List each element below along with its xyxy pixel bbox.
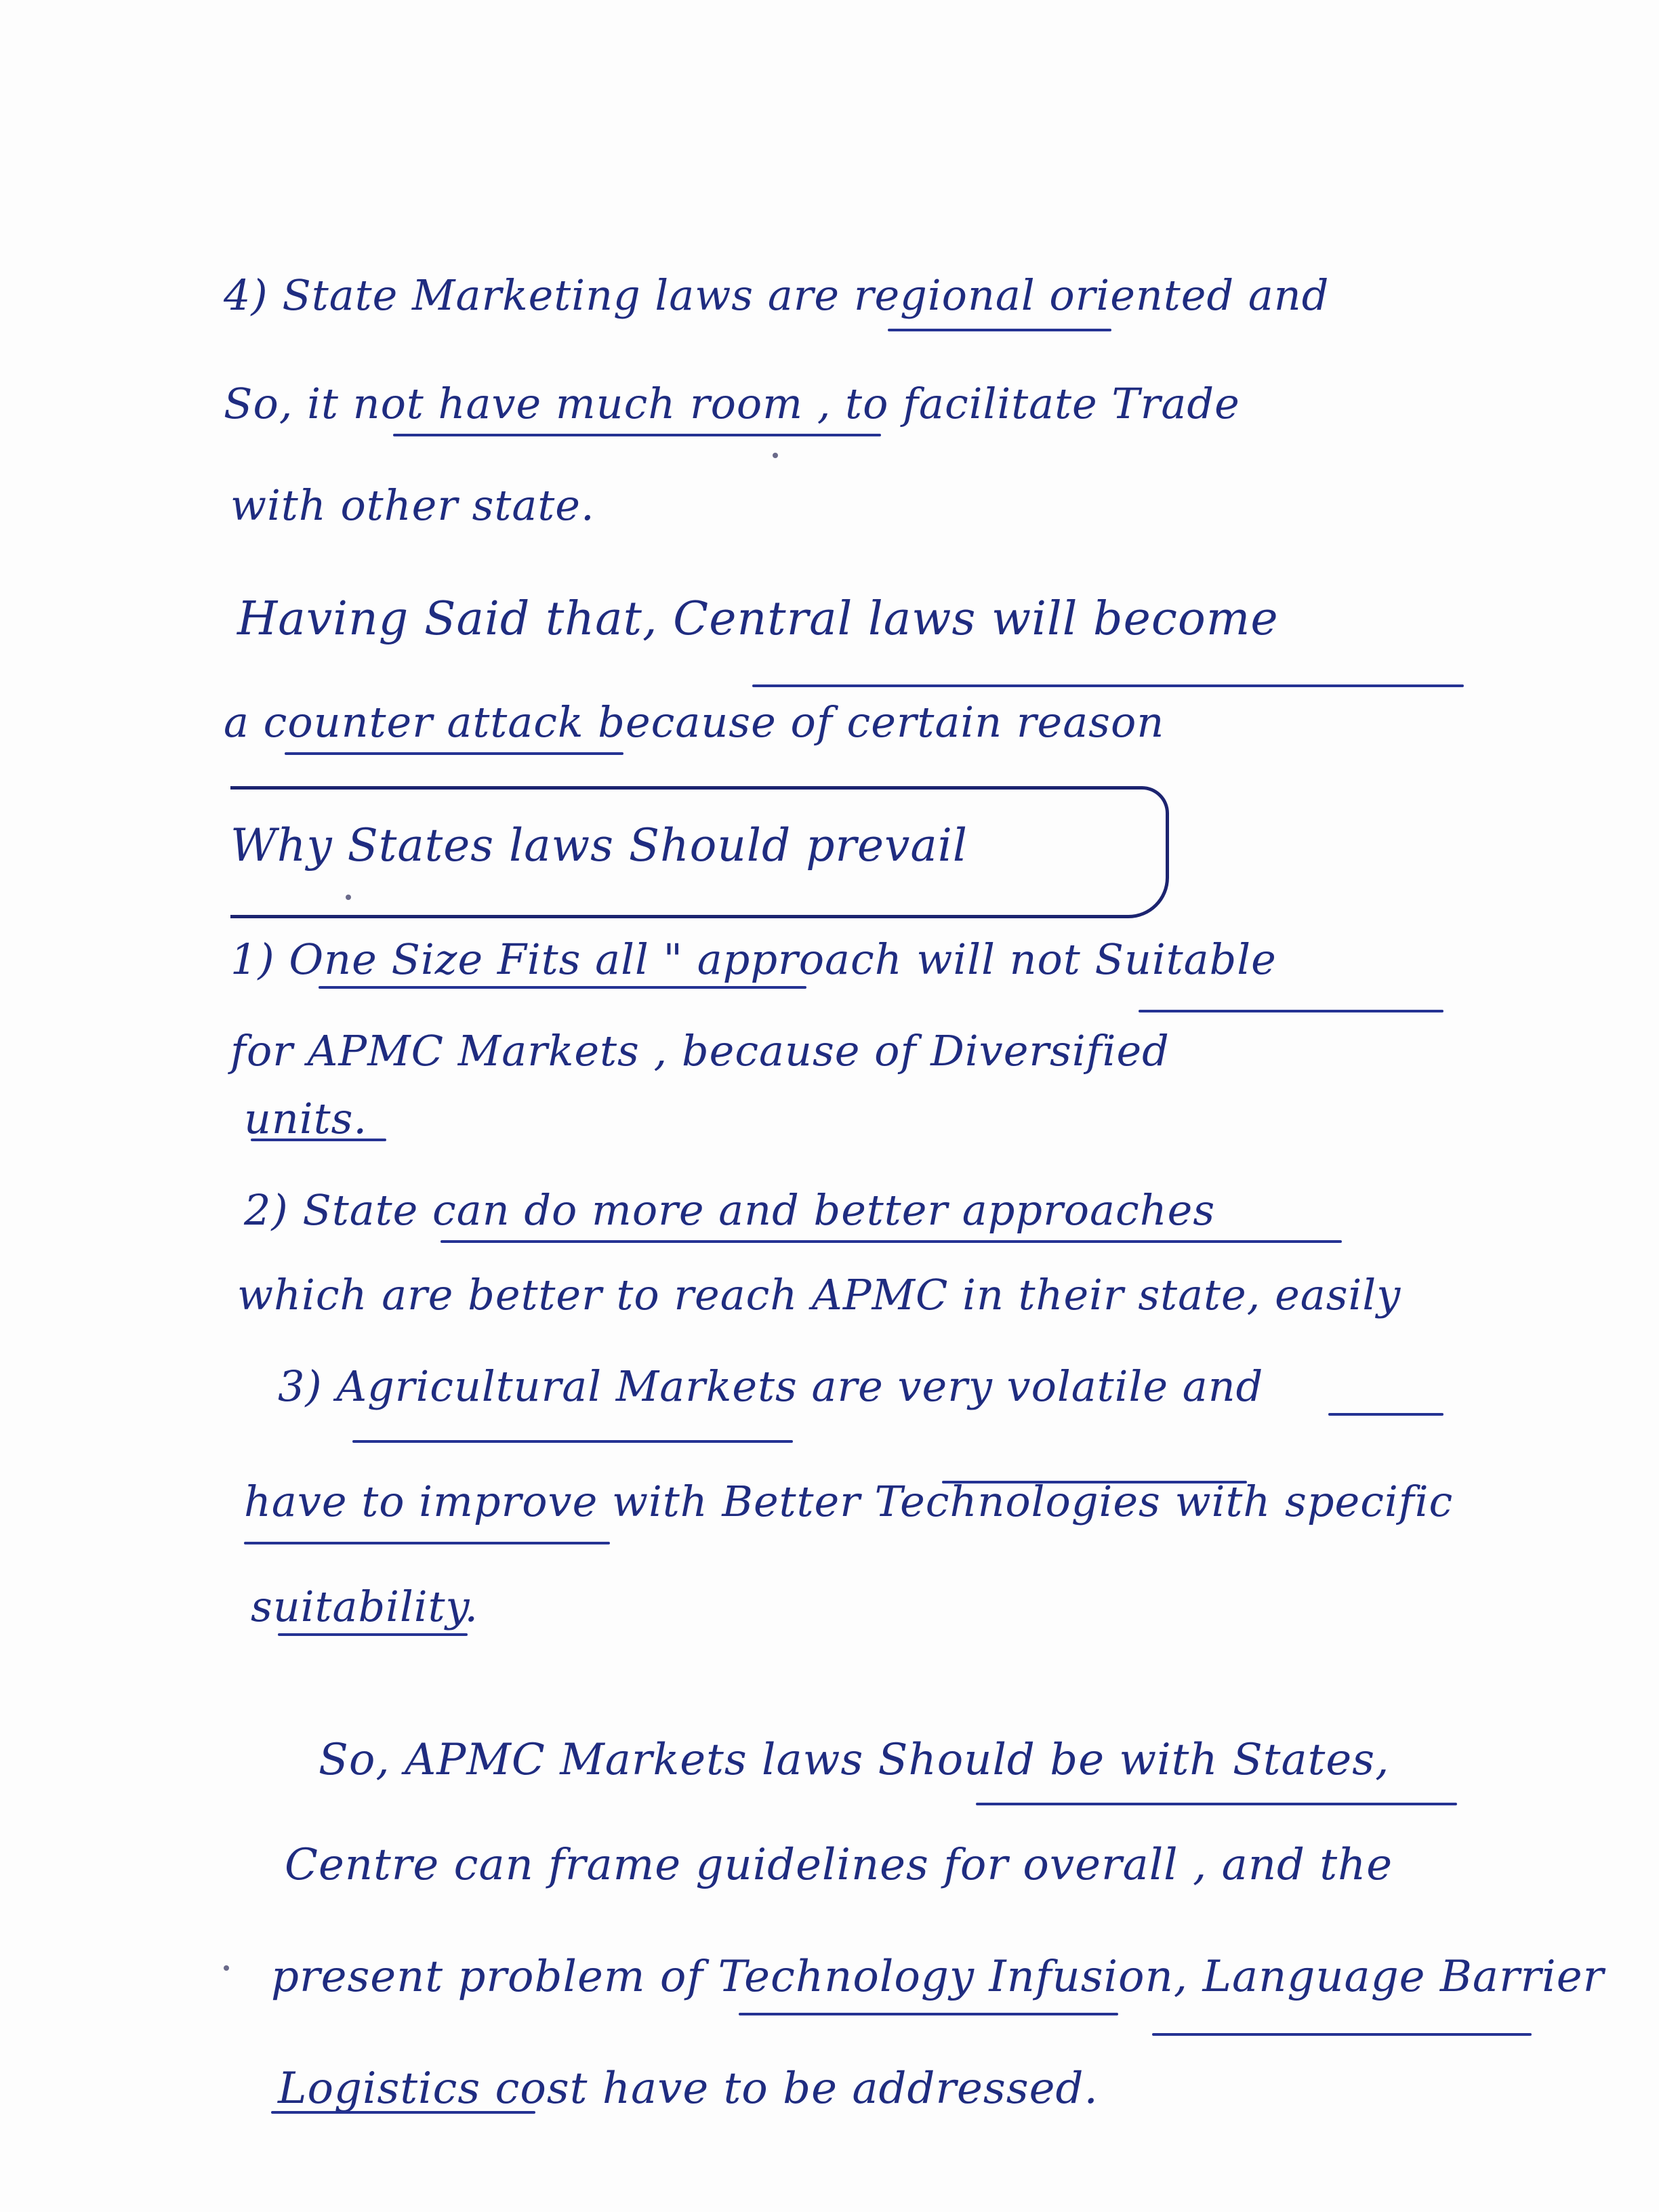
text-line-15: So, APMC Markets laws Should be with States, [319,1735,1390,1785]
section-heading: Why States laws Should prevail [230,819,968,872]
underline-suitability [278,1633,468,1636]
text-line-8: for APMC Markets , because of Diversified [230,1026,1170,1076]
underline-units [251,1139,386,1141]
text-line-9: units. [244,1094,368,1143]
underline-regional-oriented [888,329,1111,331]
underline-state-can-do-more [441,1240,1342,1243]
text-line-11: which are better to reach APMC in their state, easily [237,1270,1401,1319]
text-line-12: 3) Agricultural Markets are very volatile and [278,1361,1264,1411]
text-line-4: Having Said that, Central laws will become [237,592,1279,646]
underline-not-suitable [1139,1010,1443,1012]
pen-mark [224,1965,229,1971]
text-line-10: 2) State can do more and better approaches [244,1185,1216,1235]
underline-language-barrier [1152,2033,1532,2036]
text-line-7: 1) One Size Fits all " approach will not Suitable [230,935,1277,984]
text-line-2: So, it not have much room , to facilitate Trade [224,379,1240,428]
text-line-13: have to improve with Better Technologies with specific [244,1477,1454,1526]
text-line-17: present problem of Technology Infusion, Language Barrier [271,1952,1605,2002]
underline-counter-attack [285,752,623,755]
text-line-18: Logistics cost have to be addressed. [278,2064,1099,2114]
underline-technology-infusion [739,2013,1118,2015]
text-line-1: 4) State Marketing laws are regional oriented and [224,270,1330,320]
underline-one-size-fits-all [319,986,806,989]
underline-logistics-cost [271,2111,535,2114]
underline-not-have-much-room [393,434,881,436]
underline-agricultural-markets [352,1440,793,1443]
underline-have-to-improve [244,1542,610,1544]
underline-should-be-with-states [976,1803,1457,1805]
underline-central-laws [752,684,1464,687]
pen-mark [773,453,778,458]
underline-easily [1328,1413,1443,1416]
text-line-16: Centre can frame guidelines for overall , and the [285,1840,1393,1890]
pen-mark [346,895,351,900]
text-line-14: suitability. [251,1582,479,1631]
text-line-5: a counter attack because of certain reason [224,697,1165,747]
text-line-3: with other state. [230,480,595,530]
